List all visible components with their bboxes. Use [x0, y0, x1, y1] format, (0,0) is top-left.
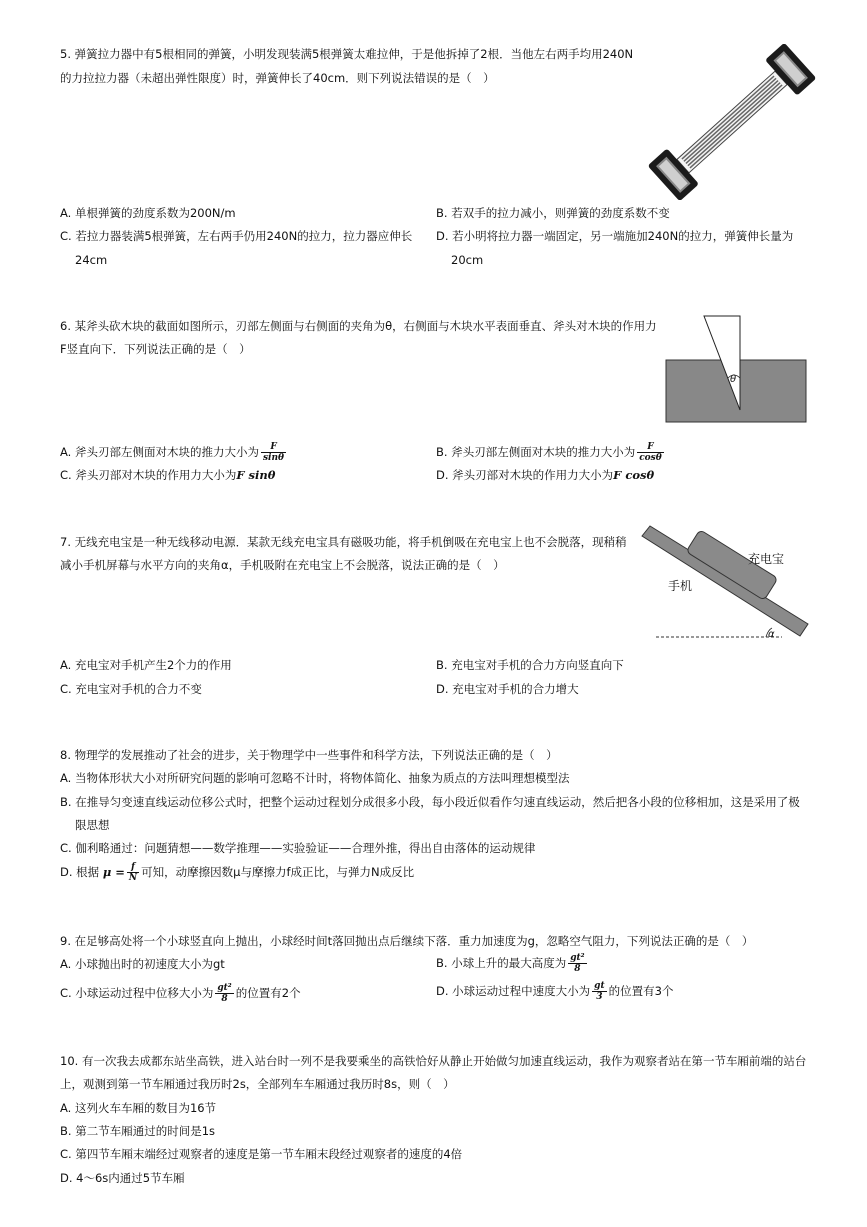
- q5-option-d[interactable]: D. 若小明将拉力器一端固定，另一端施加240N的拉力，弹簧伸长量为: [436, 229, 794, 243]
- q10-option-d[interactable]: D. 4～6s内通过5节车厢: [60, 1171, 185, 1185]
- q9-option-c[interactable]: C. 小球运动过程中位移大小为 $\frac{\text{gt²}}{8}$ 的位置有2个: [60, 983, 301, 1004]
- axe-angle-label: θ: [730, 374, 737, 385]
- q7-option-a[interactable]: A. 充电宝对手机产生2个力的作用: [60, 658, 232, 672]
- q5-stem-line2: 的力拉拉力器（未超出弹性限度）时，弹簧伸长了40cm．则下列说法错误的是（ ）: [60, 71, 495, 85]
- q7-option-c[interactable]: C. 充电宝对手机的合力不变: [60, 682, 202, 696]
- q6-option-b[interactable]: B. 斧头刃部左侧面对木块的推力大小为 $\frac{F}{\cos\theta}$: [436, 442, 662, 463]
- q5-option-c-cont: 24cm: [75, 253, 108, 267]
- q9-option-a[interactable]: A. 小球抛出时的初速度大小为gt: [60, 957, 225, 971]
- q9-option-b[interactable]: B. 小球上升的最大高度为 $\frac{\text{gt²}}{8}$: [436, 953, 585, 974]
- spring-expander-figure: [648, 44, 816, 200]
- tilt-angle-label: α: [768, 629, 775, 640]
- q5-option-c[interactable]: C. 若拉力器装满5根弹簧，左右两手仍用240N的拉力，拉力器应伸长: [60, 229, 413, 243]
- q5-option-b[interactable]: B. 若双手的拉力减小，则弹簧的劲度系数不变: [436, 206, 670, 220]
- q9-stem: 9. 在足够高处将一个小球竖直向上抛出，小球经时间t落回抛出点后继续下落．重力加速度为g，忽略空气阻力，下列说法正确的是（ ）: [60, 934, 754, 948]
- q8-option-d[interactable]: D. 根据 μ = $\frac{f}{N}$ 可知，动摩擦因数μ与摩擦力f成正比，与弹力N成反比: [60, 862, 415, 883]
- wireless-charger-figure: [632, 524, 816, 648]
- q10-option-c[interactable]: C. 第四节车厢末端经过观察者的速度是第一节车厢末段经过观察者的速度的4倍: [60, 1147, 463, 1161]
- q7-stem-line1: 7. 无线充电宝是一种无线移动电源．某款无线充电宝具有磁吸功能，将手机倒吸在充电宝上也不会脱落，现稍稍: [60, 535, 627, 549]
- q10-option-b[interactable]: B. 第二节车厢通过的时间是1s: [60, 1124, 216, 1138]
- q5-option-a[interactable]: A. 单根弹簧的劲度系数为200N/m: [60, 206, 236, 220]
- q9-option-d[interactable]: D. 小球运动过程中速度大小为 $\frac{gt}{3}$ 的位置有3个: [436, 981, 674, 1002]
- phone-label: 手机: [668, 579, 693, 593]
- q8-option-c[interactable]: C. 伽利略通过：问题猜想——数学推理——实验验证——合理外推，得出自由落体的运动规律: [60, 841, 536, 855]
- q8-stem: 8. 物理学的发展推动了社会的进步，关于物理学中一些事件和科学方法，下列说法正确的是（ ）: [60, 748, 558, 762]
- q6-stem-line2: F竖直向下．下列说法正确的是（ ）: [60, 342, 251, 356]
- q10-stem-line2: 上，观测到第一节车厢通过我历时2s，全部列车车厢通过我历时8s，则（ ）: [60, 1077, 455, 1091]
- q6-option-a[interactable]: A. 斧头刃部左侧面对木块的推力大小为 $\frac{F}{\sin\theta}$: [60, 442, 285, 463]
- q6-option-c[interactable]: C. 斧头刃部对木块的作用力大小为F sinθ: [60, 468, 276, 482]
- q6-stem-line1: 6. 某斧头砍木块的截面如图所示，刃部左侧面与右侧面的夹角为θ，右侧面与木块水平表面垂直、斧头对木块的作用力: [60, 319, 657, 333]
- q5-option-d-cont: 20cm: [451, 253, 484, 267]
- axe-wood-figure: [664, 312, 810, 428]
- q8-option-b-cont: 限思想: [75, 818, 110, 832]
- q7-option-b[interactable]: B. 充电宝对手机的合力方向竖直向下: [436, 658, 624, 672]
- q7-option-d[interactable]: D. 充电宝对手机的合力增大: [436, 682, 579, 696]
- q10-stem-line1: 10. 有一次我去成都东站坐高铁，进入站台时一列不是我要乘坐的高铁恰好从静止开始做匀加速直线运动，我作为观察者站在第一节车厢前端的站台: [60, 1054, 807, 1068]
- q10-option-a[interactable]: A. 这列火车车厢的数目为16节: [60, 1101, 217, 1115]
- q6-option-d[interactable]: D. 斧头刃部对木块的作用力大小为F cosθ: [436, 468, 655, 482]
- charger-label: 充电宝: [748, 552, 785, 566]
- q8-option-b[interactable]: B. 在推导匀变速直线运动位移公式时，把整个运动过程划分成很多小段，每小段近似看作匀速直线运动，然后把各小段的位移相加，这是采用了极: [60, 795, 800, 809]
- q5-stem-line1: 5. 弹簧拉力器中有5根相同的弹簧，小明发现装满5根弹簧太难拉伸，于是他拆掉了2根．当他左右两手均用240N: [60, 47, 634, 61]
- q8-option-a[interactable]: A. 当物体形状大小对所研究问题的影响可忽略不计时，将物体简化、抽象为质点的方法叫理想模型法: [60, 771, 570, 785]
- q7-stem-line2: 减小手机屏幕与水平方向的夹角α，手机吸附在充电宝上不会脱落，说法正确的是（ ）: [60, 558, 505, 572]
